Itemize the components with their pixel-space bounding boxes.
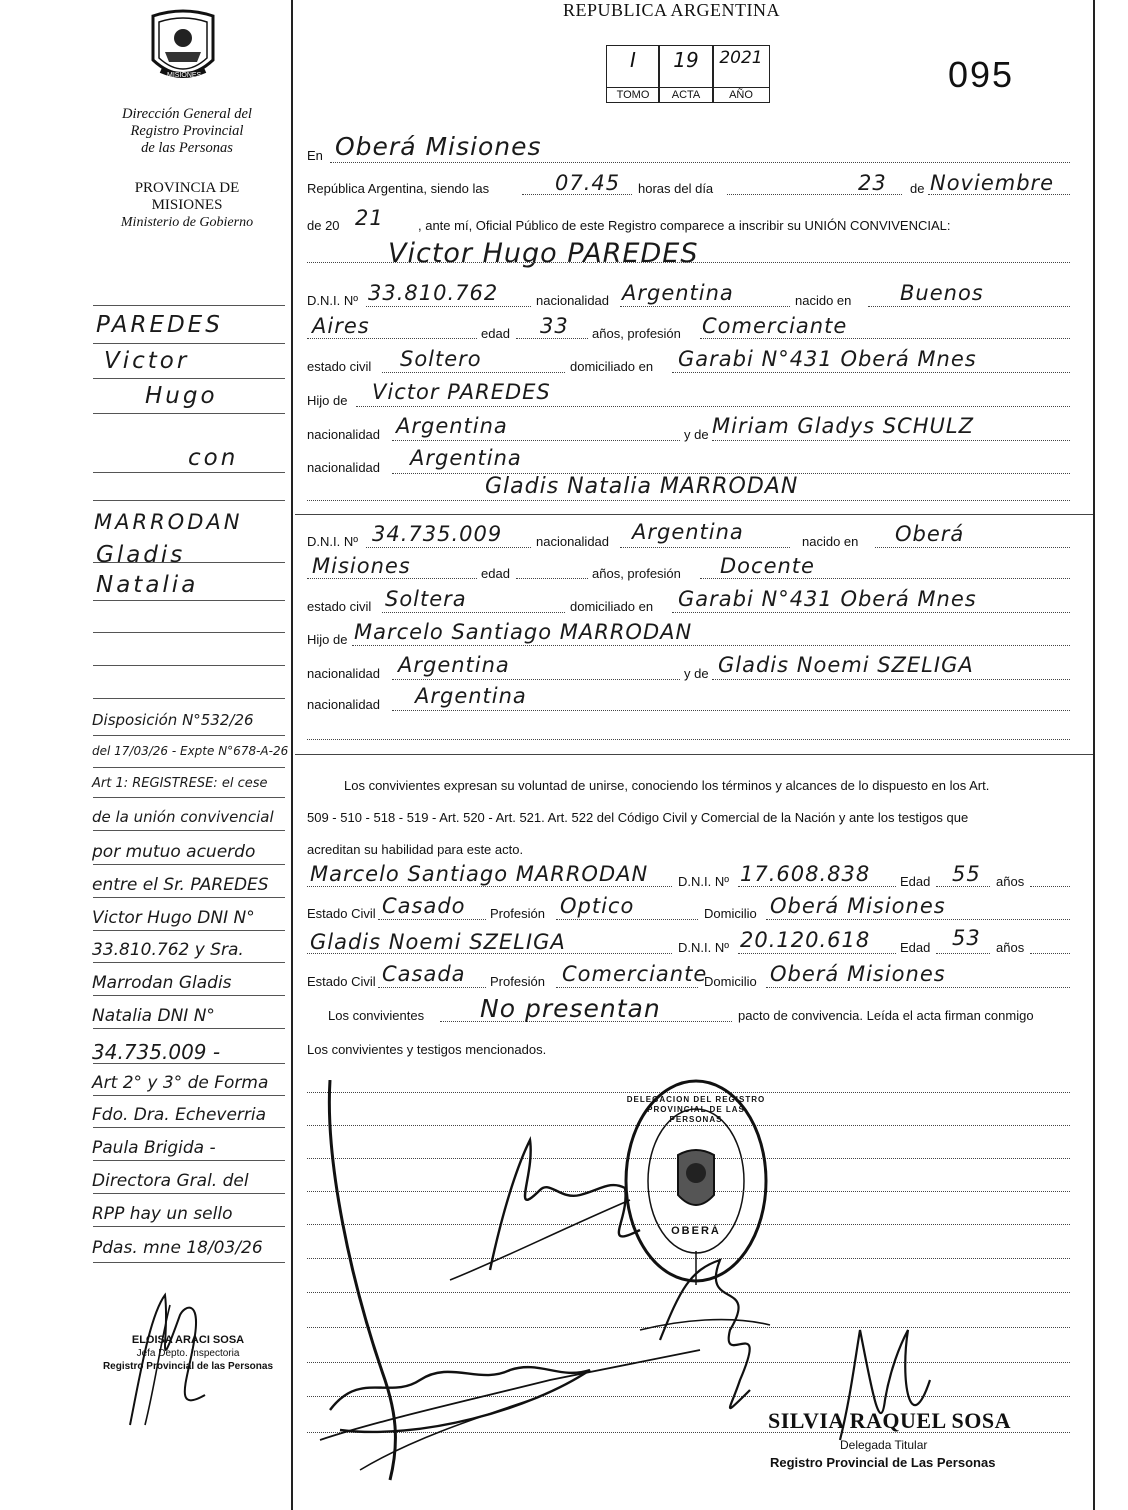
w1-dni: 17.608.838 bbox=[740, 862, 871, 886]
legal-line-1: Los convivientes expresan su voluntad de unirse, conociendo los términos y alcances de lo dispuesto en los Art. bbox=[344, 778, 990, 793]
w1-prof: Optico bbox=[560, 894, 635, 918]
p1-dom-label: domiciliado en bbox=[570, 359, 654, 374]
p1-nacido-label: nacido en bbox=[795, 293, 852, 308]
p1-estado-label: estado civil bbox=[307, 359, 372, 374]
conv-label: Los convivientes bbox=[328, 1008, 425, 1023]
acta-value: 19 bbox=[673, 48, 699, 72]
w1-dni-label: D.N.I. Nº bbox=[678, 874, 729, 889]
section-divider-2 bbox=[295, 754, 1093, 755]
annotation-line-6: entre el Sr. PAREDES bbox=[92, 875, 269, 895]
margin-surname-1: PAREDES bbox=[96, 312, 223, 338]
compare-text: , ante mí, Oficial Público de este Registro comparece a inscribir su UNIÓN CONVIVENCIAL: bbox=[418, 218, 951, 233]
p1-born-a: Buenos bbox=[900, 281, 984, 305]
acta-box bbox=[658, 45, 714, 103]
rep-label: República Argentina, siendo las bbox=[307, 181, 490, 196]
w2-estado-label: Estado Civil bbox=[307, 974, 376, 989]
p1-dni-label: D.N.I. Nº bbox=[307, 293, 358, 308]
w1-age: 55 bbox=[952, 862, 981, 886]
signatures-icon bbox=[300, 1080, 1070, 1500]
institution-line-3: de las Personas bbox=[141, 140, 233, 156]
p2-mother: Gladis Noemi SZELIGA bbox=[718, 653, 974, 677]
w2-dni-label: D.N.I. Nº bbox=[678, 940, 729, 955]
w2-dni: 20.120.618 bbox=[740, 928, 871, 952]
institution-block bbox=[96, 106, 278, 157]
de-label: de bbox=[910, 181, 925, 196]
p1-prof: Comerciante bbox=[702, 314, 848, 338]
annotation-line-10: Natalia DNI N° bbox=[92, 1006, 215, 1026]
anio-box bbox=[712, 45, 770, 103]
margin-stamp-org: Registro Provincial de las Personas bbox=[102, 1361, 274, 1372]
acta-label: ACTA bbox=[659, 87, 713, 102]
p2-nac: Argentina bbox=[632, 520, 744, 544]
annotation-line-13: Fdo. Dra. Echeverria bbox=[92, 1105, 267, 1125]
year-suffix: 21 bbox=[355, 206, 384, 230]
pact-label: pacto de convivencia. Leída el acta firman conmigo bbox=[738, 1008, 1034, 1023]
institution-line-1: Dirección General del bbox=[122, 106, 252, 122]
p1-born-b: Aires bbox=[312, 314, 370, 338]
legal-line-2: 509 - 510 - 518 - 519 - Art. 520 - Art. 521. Art. 522 del Código Civil y Comercial de la Nación y ante los testigos que bbox=[307, 810, 969, 825]
right-border bbox=[1093, 0, 1095, 1510]
margin-middlename-2: Natalia bbox=[96, 572, 199, 598]
p1-hijo-label: Hijo de bbox=[307, 393, 348, 408]
w1-anios-label: años bbox=[996, 874, 1025, 889]
tomo-label: TOMO bbox=[607, 87, 659, 102]
margin-stamp bbox=[88, 1334, 288, 1373]
margin-middlename-1: Hugo bbox=[145, 383, 218, 409]
p2-father-nac: Argentina bbox=[398, 653, 510, 677]
section-divider-1 bbox=[295, 514, 1093, 515]
place-value: Oberá Misiones bbox=[335, 132, 542, 161]
w1-dom: Oberá Misiones bbox=[770, 894, 946, 918]
legal-line-3: acreditan su habilidad para este acto. bbox=[307, 842, 524, 857]
misiones-seal-logo bbox=[147, 8, 219, 90]
margin-firstname-1: Victor bbox=[104, 348, 190, 374]
w2-edad-label: Edad bbox=[900, 940, 931, 955]
seal-outer-text: DELEGACION DEL REGISTRO PROVINCIAL DE LAS PERSONAS bbox=[626, 1095, 766, 1124]
p1-father: Victor PAREDES bbox=[372, 380, 551, 404]
convivientes-signatures bbox=[300, 1080, 1070, 1500]
tomo-box bbox=[606, 45, 660, 103]
w1-estado-label: Estado Civil bbox=[307, 906, 376, 921]
pact-value: No presentan bbox=[480, 994, 661, 1023]
p1-prof-label: años, profesión bbox=[592, 326, 681, 341]
p2-dni: 34.735.009 bbox=[372, 522, 503, 546]
annotation-line-8: 33.810.762 y Sra. bbox=[92, 940, 244, 960]
w2-name: Gladis Noemi SZELIGA bbox=[310, 930, 566, 954]
p2-mother-nac-label: nacionalidad bbox=[307, 697, 381, 712]
w1-dom-label: Domicilio bbox=[704, 906, 757, 921]
official-role: Delegada Titular bbox=[840, 1438, 928, 1452]
p1-father-nac: Argentina bbox=[396, 414, 508, 438]
year-prefix: de 20 bbox=[307, 218, 340, 233]
w1-estado: Casado bbox=[382, 894, 466, 918]
p2-dni-label: D.N.I. Nº bbox=[307, 534, 358, 549]
seal-ribbon-text: MISIONES bbox=[167, 72, 202, 79]
annotation-line-4: de la unión convivencial bbox=[92, 808, 274, 826]
en-label: En bbox=[307, 148, 323, 163]
p2-father: Marcelo Santiago MARRODAN bbox=[354, 620, 693, 644]
p1-mother-nac: Argentina bbox=[410, 446, 522, 470]
annotation-line-11: 34.735.009 - bbox=[92, 1040, 221, 1064]
p2-dom: Garabi N°431 Oberá Mnes bbox=[678, 587, 977, 611]
w2-age: 53 bbox=[952, 926, 981, 950]
official-org: Registro Provincial de Las Personas bbox=[770, 1455, 996, 1470]
p1-father-nac-label: nacionalidad bbox=[307, 427, 381, 442]
p2-nac-label: nacionalidad bbox=[536, 534, 610, 549]
province-line-1: PROVINCIA DE bbox=[134, 180, 240, 196]
margin-stamp-name: ELOISA ARACI SOSA bbox=[131, 1334, 245, 1346]
province-block bbox=[96, 180, 278, 231]
w2-anios-label: años bbox=[996, 940, 1025, 955]
seal-city: OBERÁ bbox=[671, 1225, 721, 1237]
anio-label: AÑO bbox=[713, 87, 769, 102]
margin-connector: con bbox=[188, 445, 239, 471]
p2-hijo-label: Hijo de bbox=[307, 632, 348, 647]
annotation-line-14: Paula Brigida - bbox=[92, 1138, 216, 1158]
p2-dom-label: domiciliado en bbox=[570, 599, 654, 614]
w2-dom-label: Domicilio bbox=[704, 974, 757, 989]
annotation-line-17: Pdas. mne 18/03/26 bbox=[92, 1238, 263, 1258]
anio-value: 2021 bbox=[719, 48, 763, 68]
republic-title: REPUBLICA ARGENTINA bbox=[563, 0, 781, 20]
p1-age: 33 bbox=[540, 314, 569, 338]
w1-edad-label: Edad bbox=[900, 874, 931, 889]
p2-edad-label: edad bbox=[481, 566, 510, 581]
p1-dom: Garabi N°431 Oberá Mnes bbox=[678, 347, 977, 371]
annotation-line-1: Disposición N°532/26 bbox=[92, 711, 254, 729]
closing-text: Los convivientes y testigos mencionados. bbox=[307, 1042, 547, 1057]
sidebar-divider bbox=[291, 0, 293, 1510]
official-name: SILVIA RAQUEL SOSA bbox=[768, 1408, 1011, 1433]
annotation-line-5: por mutuo acuerdo bbox=[92, 842, 256, 862]
p1-dni: 33.810.762 bbox=[368, 281, 499, 305]
margin-surname-2: MARRODAN bbox=[94, 510, 243, 534]
annotation-line-9: Marrodan Gladis bbox=[92, 973, 232, 993]
annotation-line-7: Victor Hugo DNI N° bbox=[92, 908, 255, 928]
p1-nac: Argentina bbox=[622, 281, 734, 305]
annotation-line-2: del 17/03/26 - Expte N°678-A-26 bbox=[92, 744, 289, 758]
annotation-line-15: Directora Gral. del bbox=[92, 1171, 249, 1191]
p2-estado-label: estado civil bbox=[307, 599, 372, 614]
p2-prof: Docente bbox=[720, 554, 815, 578]
w2-estado: Casada bbox=[382, 962, 466, 986]
margin-stamp-role: Jefa Depto. Inspectoria bbox=[136, 1348, 240, 1359]
w2-dom: Oberá Misiones bbox=[770, 962, 946, 986]
p2-estado: Soltera bbox=[385, 587, 467, 611]
p1-name: Victor Hugo PAREDES bbox=[388, 238, 699, 269]
annotation-line-16: RPP hay un sello bbox=[92, 1204, 233, 1224]
province-line-2: MISIONES bbox=[151, 197, 223, 213]
tomo-value: I bbox=[630, 48, 636, 72]
horas-label: horas del día bbox=[638, 181, 714, 196]
hour-value: 07.45 bbox=[555, 171, 621, 195]
acta-number: 095 bbox=[948, 54, 1015, 95]
w1-prof-label: Profesión bbox=[490, 906, 545, 921]
month-value: Noviembre bbox=[930, 171, 1055, 195]
w2-prof: Comerciante bbox=[562, 962, 708, 986]
p2-father-nac-label: nacionalidad bbox=[307, 666, 381, 681]
annotation-line-12: Art 2° y 3° de Forma bbox=[92, 1073, 269, 1093]
p1-edad-label: edad bbox=[481, 326, 510, 341]
annotation-line-3: Art 1: REGISTRESE: el cese bbox=[92, 776, 268, 791]
p2-born-b: Misiones bbox=[312, 554, 411, 578]
p2-prof-label: años, profesión bbox=[592, 566, 681, 581]
p2-name: Gladis Natalia MARRODAN bbox=[485, 474, 799, 499]
p2-born-a: Oberá bbox=[895, 522, 965, 546]
w1-name: Marcelo Santiago MARRODAN bbox=[310, 862, 649, 886]
p1-mother: Miriam Gladys SCHULZ bbox=[712, 414, 975, 438]
p1-estado: Soltero bbox=[400, 347, 482, 371]
p1-yde-label: y de bbox=[684, 427, 709, 442]
day-value: 23 bbox=[858, 171, 887, 195]
w2-prof-label: Profesión bbox=[490, 974, 545, 989]
p2-yde-label: y de bbox=[684, 666, 709, 681]
margin-firstname-2: Gladis bbox=[96, 542, 186, 568]
p2-nacido-label: nacido en bbox=[802, 534, 859, 549]
p1-mother-nac-label: nacionalidad bbox=[307, 460, 381, 475]
institution-line-2: Registro Provincial bbox=[130, 123, 244, 139]
p1-nac-label: nacionalidad bbox=[536, 293, 610, 308]
ministry: Ministerio de Gobierno bbox=[120, 215, 254, 230]
p2-mother-nac: Argentina bbox=[415, 684, 527, 708]
